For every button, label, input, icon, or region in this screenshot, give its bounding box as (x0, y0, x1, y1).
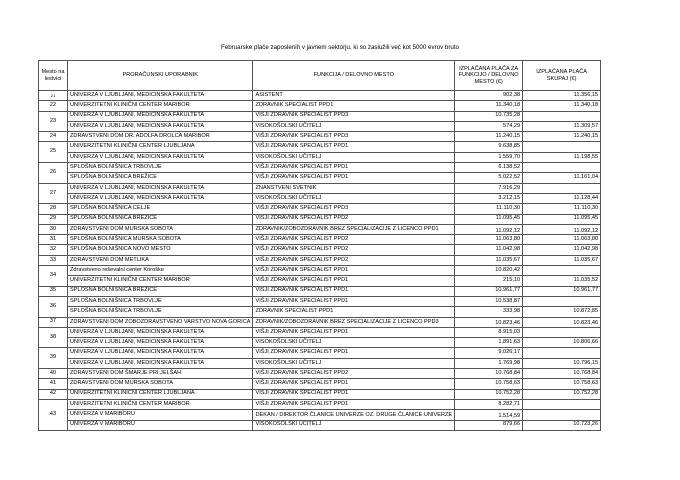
pay-cell: 11.110,30 (455, 204, 523, 214)
table-row (39, 389, 601, 399)
total-cell: 11.128,44 (523, 193, 601, 203)
org-cell: ZDRAVSTVENI DOM ŠMARJE PRI JELŠAH (68, 369, 253, 379)
pay-cell: 8.282,71 (455, 399, 523, 409)
org-cell: SPLOŠNA BOLNIŠNICA CELJE (68, 204, 253, 214)
org-cell: UNIVERZITETNI KLINIČNI CENTER LJUBLJANA (68, 389, 253, 399)
org-cell: UNIVERZITETNI KLINIČNI CENTER MARIBOR (68, 101, 253, 111)
rank-cell: 23 (39, 111, 68, 132)
org-cell: UNIVERZA V LJUBLJANI, MEDICINSKA FAKULTETA (68, 183, 253, 193)
position-cell: ZDRAVNIK/ZOBOZDRAVNIK BREZ SPECIALIZACIJE Z LICENCO PPD1 (253, 224, 455, 234)
org-cell: ZDRAVSTVENI DOM DR. ADOLFA DROLCA MARIBOR (68, 132, 253, 142)
table-row (39, 121, 601, 131)
position-cell: VISOKOŠOLSKI UČITELJ (253, 152, 455, 162)
position-cell: VIŠJI ZDRAVNIK SPECIALIST PPD1 (253, 266, 455, 276)
pay-cell: 1.559,70 (455, 152, 523, 162)
table-row (39, 379, 601, 389)
total-cell (523, 410, 601, 420)
org-cell: ZDRAVSTVENI DOM MURSKA SOBOTA (68, 379, 253, 389)
total-cell: 11.198,55 (523, 152, 601, 162)
pay-cell: 11.042,98 (455, 245, 523, 255)
position-cell: VIŠJI ZDRAVNIK SPECIALIST PPD3 (253, 111, 455, 121)
position-cell: VIŠJI ZDRAVNIK SPECIALIST PPD1 (253, 399, 455, 409)
position-cell: VIŠJI ZDRAVNIK SPECIALIST PPD1 (253, 276, 455, 286)
position-cell: VIŠJI ZDRAVNIK SPECIALIST PPD2 (253, 245, 455, 255)
org-cell: UNIVERZA V MARIBORU (68, 410, 253, 420)
pay-cell: 8.915,03 (455, 327, 523, 337)
table-row (39, 193, 601, 203)
pay-cell: 574,29 (455, 121, 523, 131)
salary-table (38, 60, 601, 431)
org-cell: SPLOŠNA BOLNIŠNICA TRBOVLJE (68, 307, 253, 317)
pay-cell: 10.820,42 (455, 266, 523, 276)
org-cell: UNIVERZA V LJUBLJANI, MEDICINSKA FAKULTETA (68, 193, 253, 203)
rank-cell: 38 (39, 327, 68, 348)
org-cell: SPLOŠNA BOLNIŠNICA BREŽICE (68, 286, 253, 296)
pay-cell: 10.961,77 (455, 286, 523, 296)
total-cell: 10.806,66 (523, 338, 601, 348)
rank-cell: 24 (39, 132, 68, 142)
org-cell: SPLOŠNA BOLNIŠNICA TRBOVLJE (68, 296, 253, 306)
rank-cell: 26 (39, 163, 68, 184)
table-row (39, 91, 601, 101)
total-cell (523, 142, 601, 152)
pay-cell: 10.823,46 (455, 317, 523, 327)
org-cell: UNIVERZA V MARIBORU (68, 420, 253, 430)
total-cell (523, 266, 601, 276)
position-cell: VISOKOŠOLSKI UČITELJ (253, 121, 455, 131)
pay-cell: 9.026,17 (455, 348, 523, 358)
position-cell: VIŠJI ZDRAVNIK SPECIALIST PPD2 (253, 214, 455, 224)
pay-cell: 1.769,98 (455, 358, 523, 368)
table-row (39, 142, 601, 152)
total-cell (523, 111, 601, 121)
table-row (39, 245, 601, 255)
pay-cell: 10.538,87 (455, 296, 523, 306)
position-cell: ZNANSTVENI SVETNIK (253, 183, 455, 193)
table-row (39, 369, 601, 379)
pay-cell: 1.514,59 (455, 410, 523, 420)
total-cell (523, 183, 601, 193)
total-cell (523, 296, 601, 306)
total-cell: 11.110,30 (523, 204, 601, 214)
rank-cell: 34 (39, 266, 68, 287)
position-cell: VIŠJI ZDRAVNIK SPECIALIST PPD3 (253, 132, 455, 142)
pay-cell: 9.638,85 (455, 142, 523, 152)
table-row (39, 276, 601, 286)
header-row (39, 61, 601, 91)
org-cell: UNIVERZA V LJUBLJANI, MEDICINSKA FAKULTETA (68, 358, 253, 368)
org-cell: UNIVERZITETNI KLINIČNI CENTER MARIBOR (68, 276, 253, 286)
total-cell: 10.872,85 (523, 307, 601, 317)
position-cell: VIŠJI ZDRAVNIK SPECIALIST PPD1 (253, 379, 455, 389)
rank-cell: 29 (39, 214, 68, 224)
total-cell: 10.758,63 (523, 379, 601, 389)
rank-cell: 35 (39, 286, 68, 296)
header-position: FUNKCIJA / DELOVNO MESTO (253, 61, 455, 91)
total-cell: 10.752,28 (523, 389, 601, 399)
pay-cell: 879,66 (455, 420, 523, 430)
table-row (39, 358, 601, 368)
pay-cell: 11.240,15 (455, 132, 523, 142)
position-cell: VIŠJI ZDRAVNIK SPECIALIST PPD1 (253, 173, 455, 183)
rank-cell: 39 (39, 348, 68, 369)
position-cell: VISOKOŠOLSKI UČITELJ (253, 420, 455, 430)
total-cell (523, 399, 601, 409)
rank-cell: 22 (39, 101, 68, 111)
header-rank: Mesto na lestvici (39, 61, 68, 91)
pay-cell: 5.022,52 (455, 173, 523, 183)
rank-cell: 36 (39, 296, 68, 317)
position-cell: DEKAN / DIREKTOR ČLANICE UNIVERZE OZ. DRUGE ČLANICE UNIVERZE (253, 410, 455, 420)
pay-cell: 10.768,84 (455, 369, 523, 379)
total-cell: 10.796,15 (523, 358, 601, 368)
org-cell: ZDRAVSTVENI DOM METLIKA (68, 255, 253, 265)
rank-cell: 40 (39, 369, 68, 379)
pay-cell: 10.735,28 (455, 111, 523, 121)
position-cell: VISOKOŠOLSKI UČITELJ (253, 358, 455, 368)
org-cell: UNIVERZA V LJUBLJANI, MEDICINSKA FAKULTETA (68, 348, 253, 358)
pay-cell: 3.212,15 (455, 193, 523, 203)
header-org: PRORAČUNSKI UPORABNIK (68, 61, 253, 91)
table-row (39, 204, 601, 214)
table-row (39, 348, 601, 358)
org-cell: SPLOŠNA BOLNIŠNICA TRBOVLJE (68, 163, 253, 173)
rank-cell: 30 (39, 224, 68, 234)
org-cell: ZDRAVSTVENI DOM MURSKA SOBOTA (68, 224, 253, 234)
position-cell: VIŠJI ZDRAVNIK SPECIALIST PPD1 (253, 389, 455, 399)
total-cell: 10.723,26 (523, 420, 601, 430)
position-cell: VIŠJI ZDRAVNIK SPECIALIST PPD1 (253, 327, 455, 337)
org-cell: Zdravstveno reševalni center Koroške (68, 266, 253, 276)
org-cell: UNIVERZITETNI KLINIČNI CENTER LJUBLJANA (68, 142, 253, 152)
total-cell: 10.961,77 (523, 286, 601, 296)
rank-cell: 43 (39, 399, 68, 430)
table-row (39, 132, 601, 142)
position-cell: VIŠJI ZDRAVNIK SPECIALIST PPD3 (253, 204, 455, 214)
total-cell: 11.035,67 (523, 255, 601, 265)
pay-cell: 11.063,80 (455, 235, 523, 245)
pay-cell: 11.092,12 (455, 224, 523, 234)
total-cell: 11.356,15 (523, 91, 601, 101)
position-cell: ASISTENT (253, 91, 455, 101)
pay-cell: 902,38 (455, 91, 523, 101)
total-cell: 11.161,04 (523, 173, 601, 183)
org-cell: UNIVERZA V LJUBLJANI, MEDICINSKA FAKULTETA (68, 111, 253, 121)
rank-cell: 32 (39, 245, 68, 255)
table-row (39, 327, 601, 337)
table-row (39, 266, 601, 276)
pay-cell: 215,10 (455, 276, 523, 286)
total-cell (523, 327, 601, 337)
table-row (39, 173, 601, 183)
org-cell: ZDRAVSTVENI DOM ZOBOZDRAVSTVENO VARSTVO NOVA GORICA (68, 317, 253, 327)
org-cell: UNIVERZA V LJUBLJANI, MEDICINSKA FAKULTETA (68, 91, 253, 101)
position-cell: VIŠJI ZDRAVNIK SPECIALIST PPD1 (253, 348, 455, 358)
pay-cell: 10.758,63 (455, 379, 523, 389)
position-cell: VIŠJI ZDRAVNIK SPECIALIST PPD2 (253, 255, 455, 265)
total-cell: 11.092,12 (523, 224, 601, 234)
table-row (39, 101, 601, 111)
position-cell: VISOKOŠOLSKI UČITELJ (253, 338, 455, 348)
rank-cell: 31 (39, 235, 68, 245)
position-cell: VIŠJI ZDRAVNIK SPECIALIST PPD1 (253, 296, 455, 306)
total-cell: 11.095,45 (523, 214, 601, 224)
table-row (39, 224, 601, 234)
table-row (39, 163, 601, 173)
position-cell: ZDRAVNIK/ZOBOZDRAVNIK BREZ SPECIALIZACIJE Z LICENCO PPD3 (253, 317, 455, 327)
org-cell: SPLOŠNA BOLNIŠNICA NOVO MESTO (68, 245, 253, 255)
total-cell: 11.309,57 (523, 121, 601, 131)
position-cell: VIŠJI ZDRAVNIK SPECIALIST PPD2 (253, 369, 455, 379)
position-cell: VISOKOŠOLSKI UČITELJ (253, 193, 455, 203)
position-cell: VIŠJI ZDRAVNIK SPECIALIST PPD1 (253, 142, 455, 152)
table-row (39, 317, 601, 327)
total-cell: 11.042,98 (523, 245, 601, 255)
table-row (39, 338, 601, 348)
header-pay: IZPLAČANA PLAČA ZA FUNKCIJO / DELOVNO MESTO (€) (455, 61, 523, 91)
pay-cell: 7.916,29 (455, 183, 523, 193)
table-row (39, 399, 601, 409)
org-cell: UNIVERZA V LJUBLJANI, MEDICINSKA FAKULTETA (68, 152, 253, 162)
org-cell: UNIVERZA V LJUBLJANI, MEDICINSKA FAKULTETA (68, 338, 253, 348)
table-row (39, 420, 601, 430)
table-row (39, 214, 601, 224)
table-row (39, 307, 601, 317)
rank-cell: 41 (39, 379, 68, 389)
org-cell: SPLOŠNA BOLNIŠNICA BREŽICE (68, 173, 253, 183)
table-row (39, 255, 601, 265)
rank-cell: 27 (39, 183, 68, 204)
table-row (39, 286, 601, 296)
table-row (39, 235, 601, 245)
pay-cell: 11.340,18 (455, 101, 523, 111)
table-row (39, 111, 601, 121)
pay-cell: 11.095,45 (455, 214, 523, 224)
total-cell: 11.240,15 (523, 132, 601, 142)
rank-cell: 33 (39, 255, 68, 265)
position-cell: VIŠJI ZDRAVNIK SPECIALIST PPD1 (253, 286, 455, 296)
org-cell: SPLOŠNA BOLNIŠNICA MURSKA SOBOTA (68, 235, 253, 245)
org-cell: UNIVERZA V LJUBLJANI, MEDICINSKA FAKULTETA (68, 121, 253, 131)
table-row (39, 296, 601, 306)
total-cell: 11.340,18 (523, 101, 601, 111)
total-cell (523, 348, 601, 358)
total-cell: 10.768,84 (523, 369, 601, 379)
pay-cell: 10.752,28 (455, 389, 523, 399)
org-cell: UNIVERZITETNI KLINIČNI CENTER MARIBOR (68, 399, 253, 409)
total-cell: 10.823,46 (523, 317, 601, 327)
table-row (39, 410, 601, 420)
total-cell: 11.035,52 (523, 276, 601, 286)
position-cell: VIŠJI ZDRAVNIK SPECIALIST PPD1 (253, 163, 455, 173)
org-cell: SPLOŠNA BOLNIŠNICA BREŽICE (68, 214, 253, 224)
rank-cell: 25 (39, 142, 68, 163)
pay-cell: 6.138,52 (455, 163, 523, 173)
total-cell: 11.063,80 (523, 235, 601, 245)
position-cell: ZDRAVNIK SPECIALIST PPD1 (253, 307, 455, 317)
rank-cell: 21 (39, 91, 68, 101)
rank-cell: 42 (39, 389, 68, 399)
pay-cell: 11.035,67 (455, 255, 523, 265)
org-cell: UNIVERZA V LJUBLJANI, MEDICINSKA FAKULTETA (68, 327, 253, 337)
position-cell: VIŠJI ZDRAVNIK SPECIALIST PPD2 (253, 235, 455, 245)
pay-cell: 333,98 (455, 307, 523, 317)
table-row (39, 152, 601, 162)
rank-cell: 37 (39, 317, 68, 327)
position-cell: ZDRAVNIK SPECIALIST PPD1 (253, 101, 455, 111)
header-total: IZPLAČANA PLAČA SKUPAJ (€) (523, 61, 601, 91)
pay-cell: 1.891,63 (455, 338, 523, 348)
total-cell (523, 163, 601, 173)
rank-cell: 28 (39, 204, 68, 214)
table-row (39, 183, 601, 193)
document-title: Februarske plače zaposlenih v javnem sektorju, ki so zaslužili več kot 5000 evrov bruto (221, 44, 459, 51)
